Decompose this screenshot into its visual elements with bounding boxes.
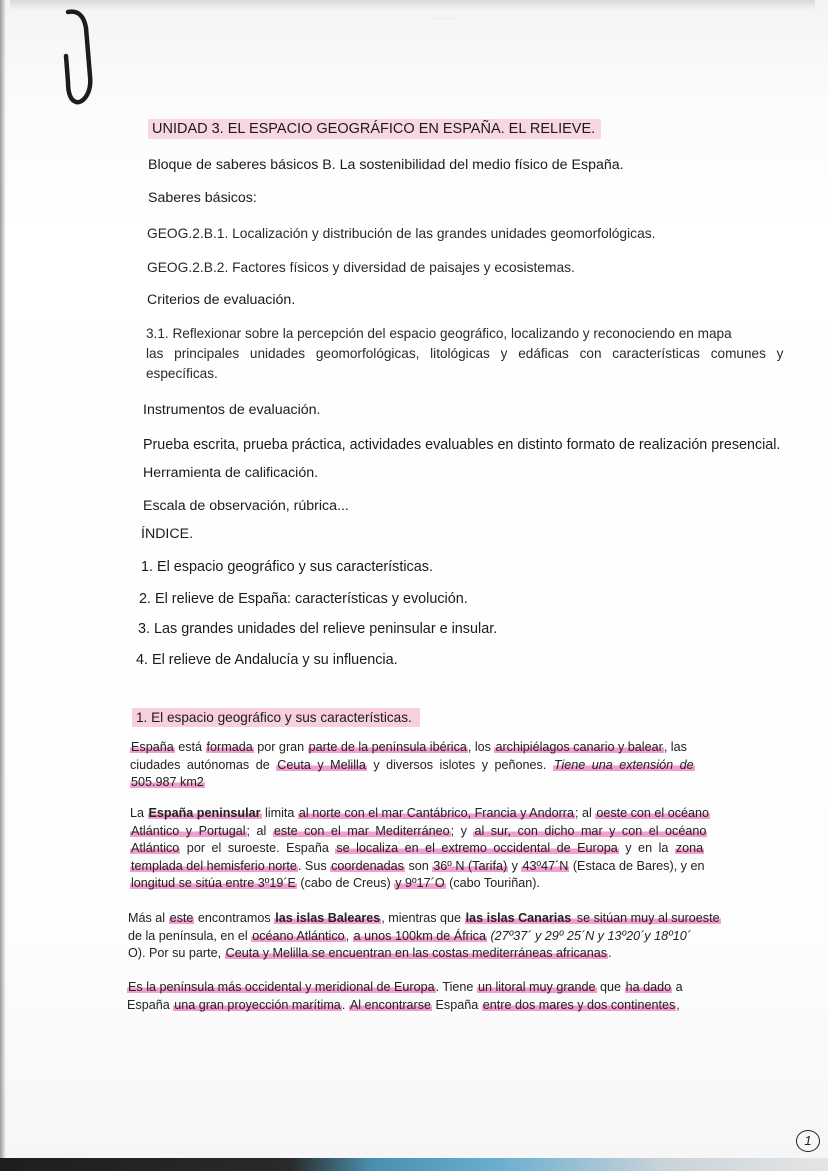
paragraph-4: Es la península más occidental y meridional de Europa. Tiene un litoral muy grande que ha dado a España una gran proyección marítima. Al encontrarse España entre dos mares y dos continentes, xyxy=(127,980,683,1012)
indice-item: 4. El relieve de Andalucía y su influencia. xyxy=(136,652,398,668)
bloque-line: Bloque de saberes básicos B. La sostenibilidad del medio físico de España. xyxy=(148,157,624,173)
highlighted-text: España xyxy=(131,740,174,754)
criterio-text: 3.1. Reflexionar sobre la percepción del espacio geográfico, localizando y reconociendo en mapa las principales unidades geomorfológicas, litológicas y edáficas con características comunes y específicas. xyxy=(146,326,784,381)
saber-item: GEOG.2.B.2. Factores físicos y diversidad de paisajes y ecosistemas. xyxy=(147,260,575,275)
herramienta-heading: Herramienta de calificación. xyxy=(143,465,319,481)
bleed-through-text: ~ ~ ~ xyxy=(430,12,458,26)
section-1-title: 1. El espacio geográfico y sus características. xyxy=(132,709,420,727)
paragraph-1: España está formada por gran parte de la península ibérica, los archipiélagos canario y balear, las ciudades autónomas de Ceuta y Melilla y diversos islotes y peñones. Tiene una extensión de 505.987 km2 xyxy=(130,740,694,789)
page-top-edge xyxy=(10,0,815,10)
herramienta-text: Escala de observación, rúbrica... xyxy=(143,498,349,514)
indice-item: 1. El espacio geográfico y sus características. xyxy=(141,559,433,575)
saberes-heading: Saberes básicos: xyxy=(148,190,257,206)
page-left-edge xyxy=(0,0,6,1171)
saber-item: GEOG.2.B.1. Localización y distribución de las grandes unidades geomorfológicas. xyxy=(147,226,656,241)
indice-item: 2. El relieve de España: características y evolución. xyxy=(139,591,468,607)
page-number: 1 xyxy=(796,1130,820,1152)
scan-bottom-edge xyxy=(0,1158,828,1171)
indice-item: 3. Las grandes unidades del relieve peninsular e insular. xyxy=(138,621,498,637)
paragraph-3: Más al este encontramos las islas Baleares, mientras que las islas Canarias se sitúan muy al suroeste de la península, en el océano Atlántico, a unos 100km de África (27º37´ y 29º 25´N y 13º20´y 18º10´ O). Por su parte, Ceuta y Melilla se encuentran en las costas mediterráneas africanas. xyxy=(128,911,720,960)
instrumentos-text: Prueba escrita, prueba práctica, actividades evaluables en distinto formato de realización presencial. xyxy=(143,437,781,453)
instrumentos-heading: Instrumentos de evaluación. xyxy=(143,402,321,418)
binder-clip-icon xyxy=(56,6,106,106)
paragraph-2: La España peninsular limita al norte con el mar Cantábrico, Francia y Andorra; al oeste con el océano Atlántico y Portugal; al este con el mar Mediterráneo; y al sur, con dicho mar y con el océano Atlántico por el suroeste. España se localiza en el extremo occidental de Europa y en la zona templada del hemisferio norte. Sus coordenadas son 36º N (Tarifa) y 43º47´N (Estaca de Bares), y en longitud se sitúa entre 3º19´E (cabo de Creus) y 9º17´O (cabo Touriñan). xyxy=(130,806,710,890)
unit-title: UNIDAD 3. EL ESPACIO GEOGRÁFICO EN ESPAÑA. EL RELIEVE. xyxy=(148,120,601,138)
criterios-heading: Criterios de evaluación. xyxy=(147,292,296,308)
indice-heading: ÍNDICE. xyxy=(141,526,194,542)
